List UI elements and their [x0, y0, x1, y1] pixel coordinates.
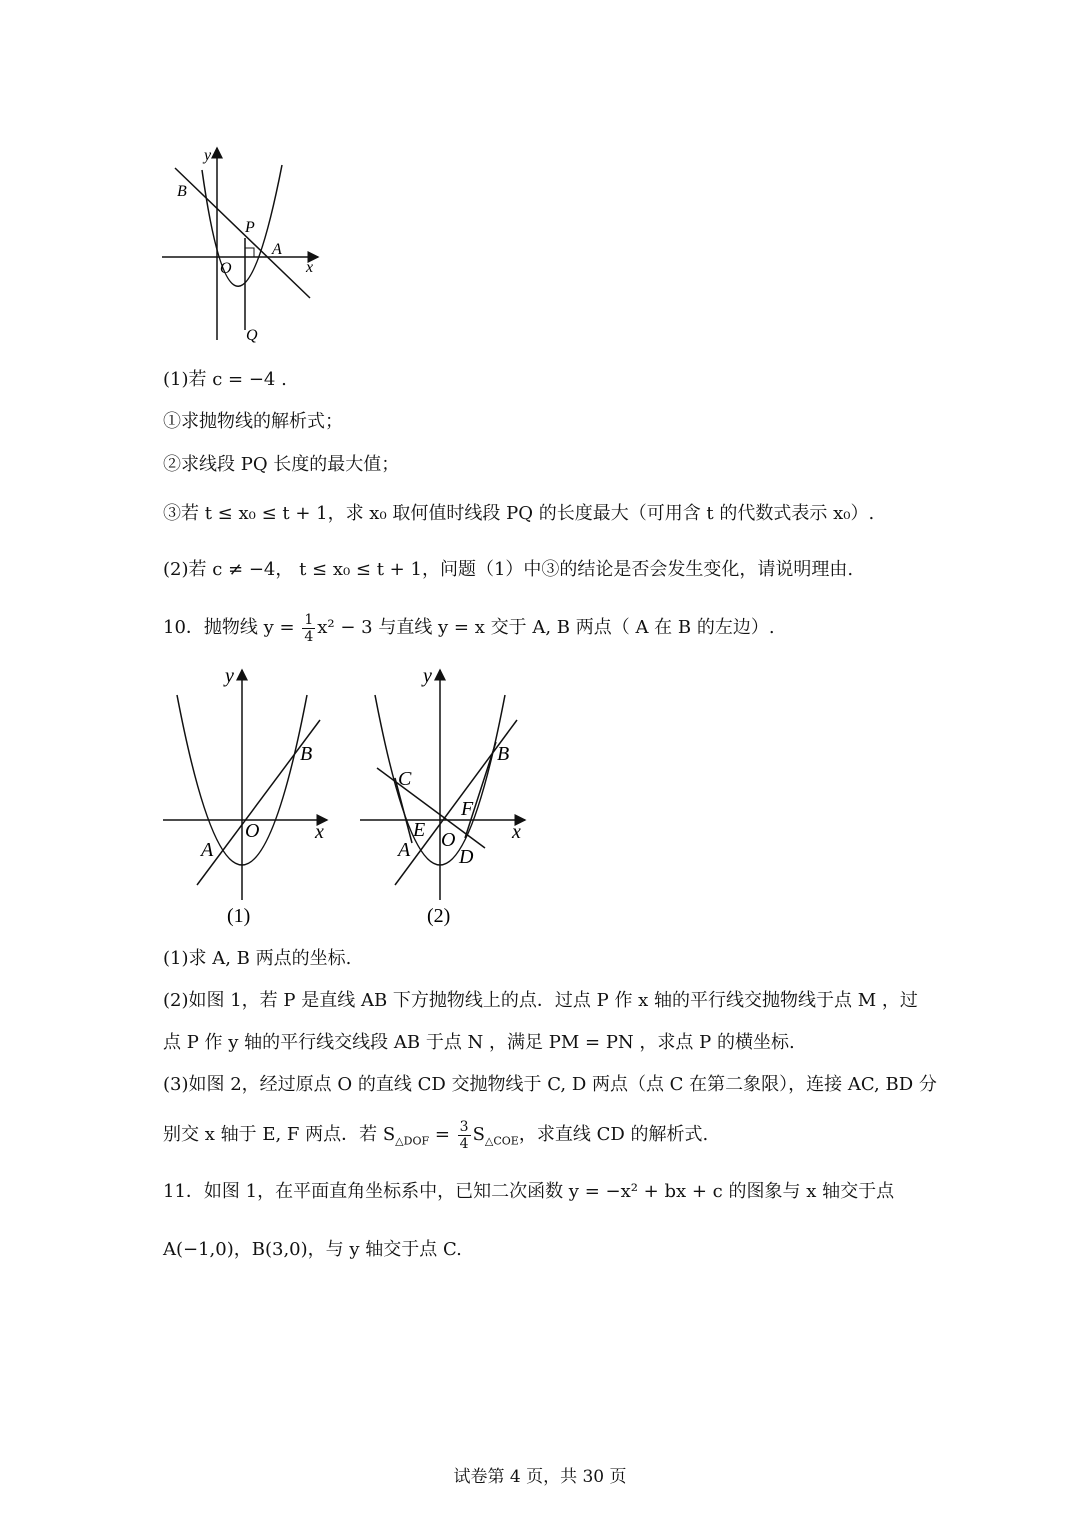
q11-line2: A(−1,0)，B(3,0)，与 y 轴交于点 C.	[163, 1239, 462, 1260]
label-a: A	[398, 839, 411, 861]
figure-q10-2	[355, 660, 545, 935]
q10-frac-num: 1	[304, 611, 314, 628]
q10-stem-post: x² − 3 与直线 y = x 交于 A, B 两点（ A 在 B 的左边）.	[317, 617, 775, 638]
label-c: C	[398, 768, 412, 790]
q9-part1: (1)若 c = −4 .	[163, 369, 287, 390]
label-a: A	[272, 241, 282, 258]
q10-part3b-post: ，求直线 CD 的解析式.	[518, 1124, 709, 1145]
label-x: x	[512, 821, 521, 843]
label-x: x	[306, 259, 314, 276]
segment-bd	[465, 742, 496, 838]
label-o: O	[441, 829, 456, 851]
q10-part3b-frac-den: 4	[459, 1135, 469, 1152]
parabola	[202, 165, 282, 286]
q9-item2: ②求线段 PQ 长度的最大值；	[163, 454, 400, 475]
label-y: y	[225, 665, 234, 687]
label-b: B	[300, 743, 313, 765]
label-x: x	[315, 821, 324, 843]
figure-q9	[150, 140, 340, 350]
label-o: O	[220, 260, 232, 277]
label-o: O	[245, 820, 260, 842]
label-y: y	[423, 665, 432, 687]
q10-part3b-pre: 别交 x 轴于 E, F 两点．若 S	[163, 1124, 396, 1145]
q9-item1: ①求抛物线的解析式；	[163, 411, 343, 432]
q10-part3b-fraction	[458, 1119, 471, 1152]
q10-fraction	[302, 612, 315, 645]
q10-part2b: 点 P 作 y 轴的平行线交线段 AB 于点 N ，满足 PM = PN ，求点 P 的横坐标.	[163, 1032, 795, 1053]
q10-sub-dof: △DOF	[395, 1134, 430, 1148]
q11-line1: 11．如图 1，在平面直角坐标系中，已知二次函数 y = −x² + bx + c 的图象与 x 轴交于点	[163, 1181, 895, 1202]
label-d: D	[459, 846, 474, 868]
caption: (2)	[427, 905, 451, 927]
right-angle-mark	[245, 248, 254, 257]
label-q: Q	[246, 327, 258, 344]
q10-part3b	[163, 1115, 708, 1162]
label-y: y	[204, 147, 212, 164]
q10-part3a: (3)如图 2，经过原点 O 的直线 CD 交抛物线于 C, D 两点（点 C 在第二象限），连接 AC, BD 分	[163, 1074, 937, 1095]
q10-part3b-eq: =	[429, 1124, 456, 1145]
page-footer: 试卷第 4 页，共 30 页	[453, 1467, 627, 1487]
q9-item3: ③若 t ≤ x₀ ≤ t + 1，求 x₀ 取何值时线段 PQ 的长度最大（可用含 t 的代数式表示 x₀）.	[163, 503, 875, 524]
figure-q10-1	[155, 660, 345, 935]
q10-stem	[163, 610, 775, 646]
label-p: P	[245, 219, 255, 236]
q10-part2a: (2)如图 1，若 P 是直线 AB 下方抛物线上的点．过点 P 作 x 轴的平行线交抛物线于点 M ，过	[163, 990, 918, 1011]
q10-stem-pre: 10．抛物线 y =	[163, 617, 301, 638]
q10-sub-coe: △COE	[484, 1134, 519, 1148]
q10-part1: (1)求 A, B 两点的坐标.	[163, 948, 352, 969]
label-f: F	[461, 798, 474, 820]
q10-frac-den: 4	[304, 628, 314, 645]
label-b: B	[497, 743, 510, 765]
line-ba	[175, 168, 310, 298]
label-a: A	[201, 839, 214, 861]
q10-part3b-s2: S	[472, 1124, 485, 1145]
q10-part3b-frac-num: 3	[459, 1118, 469, 1135]
label-b: B	[177, 183, 187, 200]
caption: (1)	[227, 905, 251, 927]
q9-part2: (2)若 c ≠ −4， t ≤ x₀ ≤ t + 1，问题（1）中③的结论是否会发生变化，请说明理由.	[163, 559, 854, 580]
label-e: E	[413, 819, 426, 841]
